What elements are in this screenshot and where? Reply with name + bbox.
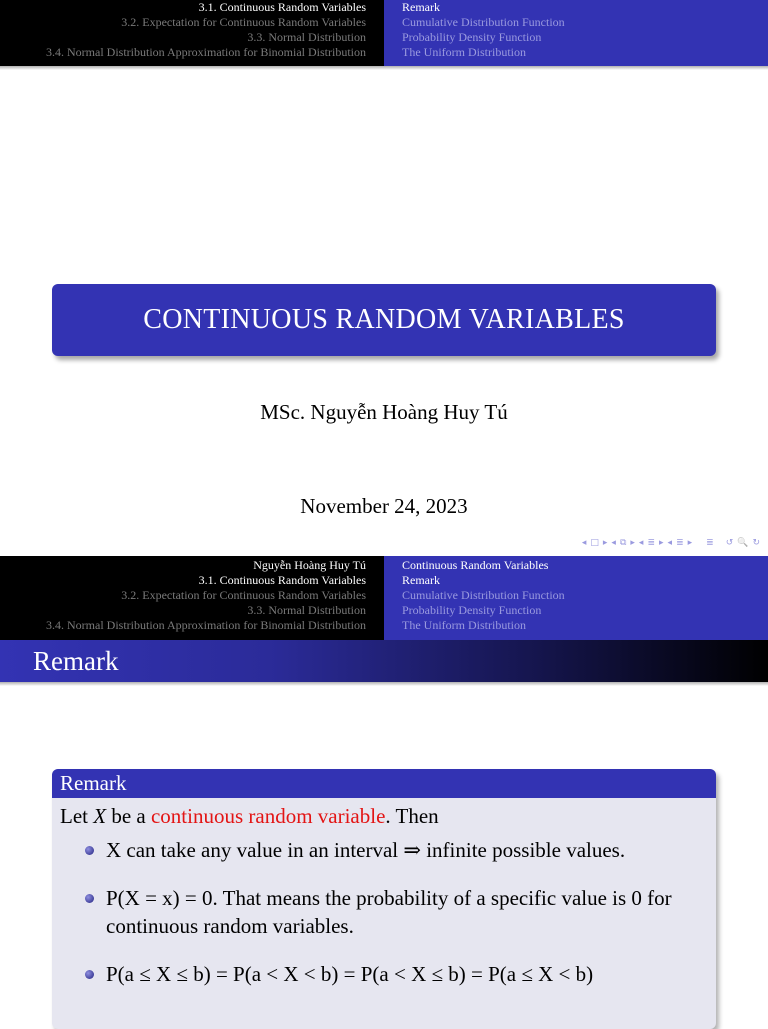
subsection-icon[interactable]: ≣ bbox=[647, 538, 655, 548]
slide2-header-subsection-list bbox=[384, 556, 768, 640]
nav-subsection-cdf[interactable]: Cumulative Distribution Function bbox=[402, 15, 565, 29]
author: MSc. Nguyễn Hoàng Huy Tú bbox=[260, 400, 508, 424]
nav-subsection-pdf[interactable]: Probability Density Function bbox=[402, 30, 542, 44]
nav-subsection-remark[interactable]: Remark bbox=[402, 0, 440, 14]
remark-block bbox=[52, 769, 716, 1029]
header-author: Nguyễn Hoàng Huy Tú bbox=[253, 558, 366, 572]
remark-block-title: Remark bbox=[52, 769, 716, 798]
frame-title: Remark bbox=[0, 640, 768, 682]
bullet-icon bbox=[85, 894, 94, 903]
nav-prev-slide-icon[interactable]: ◂ bbox=[581, 538, 587, 548]
header-shadow bbox=[0, 66, 768, 70]
nav-prev-subsection-icon[interactable]: ◂ bbox=[638, 538, 644, 548]
intro-text-after: . Then bbox=[385, 804, 439, 828]
back-icon[interactable]: ↺ bbox=[725, 538, 734, 548]
nav-next-slide-icon[interactable]: ▸ bbox=[602, 538, 608, 548]
forward-icon[interactable]: ↻ bbox=[752, 538, 760, 548]
slide2-header bbox=[0, 556, 768, 640]
nav-section-3-1[interactable]: 3.1. Continuous Random Variables bbox=[198, 573, 366, 587]
intro-variable: X bbox=[93, 804, 107, 828]
intro-highlight: continuous random variable bbox=[150, 804, 386, 828]
slide1-header bbox=[0, 0, 768, 66]
search-icon[interactable]: 🔍 bbox=[737, 538, 749, 548]
slide-icon[interactable]: □ bbox=[590, 538, 599, 548]
bullet-icon bbox=[85, 970, 94, 979]
document-icon[interactable]: ≣ bbox=[706, 538, 714, 548]
nav-next-section-icon[interactable]: ▸ bbox=[687, 538, 693, 548]
presentation-title: CONTINUOUS RANDOM VARIABLES bbox=[52, 284, 716, 356]
nav-subsection-uniform[interactable]: The Uniform Distribution bbox=[402, 45, 526, 59]
remark-intro bbox=[60, 802, 708, 830]
nav-subsection-uniform[interactable]: The Uniform Distribution bbox=[402, 618, 526, 632]
item-text: P(X = x) = 0. That means the probability of a specific value is 0 for continuous random variables. bbox=[106, 886, 672, 938]
item-text: P(a ≤ X ≤ b) = P(a < X < b) = P(a < X ≤ b) = P(a ≤ X < b) bbox=[106, 962, 594, 986]
remark-block-body bbox=[52, 798, 716, 988]
slide1-header-subsection-list bbox=[384, 0, 768, 66]
section-icon[interactable]: ≣ bbox=[676, 538, 684, 548]
nav-section-3-2[interactable]: 3.2. Expectation for Continuous Random Variables bbox=[121, 588, 366, 602]
intro-text-mid: be a bbox=[106, 804, 151, 828]
nav-section-3-1[interactable]: 3.1. Continuous Random Variables bbox=[198, 0, 366, 14]
list-item bbox=[60, 960, 708, 988]
item-text: X can take any value in an interval ⇒ infinite possible values. bbox=[106, 838, 626, 862]
remark-list bbox=[60, 836, 708, 988]
nav-next-frame-icon[interactable]: ▸ bbox=[630, 538, 635, 548]
header-section-title: Continuous Random Variables bbox=[402, 558, 549, 572]
slide1-header-section-list bbox=[0, 0, 384, 66]
list-item bbox=[60, 884, 708, 940]
bullet-icon bbox=[85, 846, 94, 855]
presentation-date: November 24, 2023 bbox=[300, 494, 468, 518]
nav-prev-frame-icon[interactable]: ◂ bbox=[611, 538, 616, 548]
slide2-header-section-list bbox=[0, 556, 384, 640]
frame-icon[interactable]: ⧉ bbox=[619, 538, 627, 548]
intro-text-before: Let bbox=[60, 804, 94, 828]
nav-subsection-cdf[interactable]: Cumulative Distribution Function bbox=[402, 588, 565, 602]
frame-title-shadow bbox=[0, 682, 768, 686]
nav-next-subsection-icon[interactable]: ▸ bbox=[659, 538, 664, 548]
nav-subsection-pdf[interactable]: Probability Density Function bbox=[402, 603, 542, 617]
list-item bbox=[60, 836, 708, 864]
nav-section-3-4[interactable]: 3.4. Normal Distribution Approximation for Binomial Distribution bbox=[46, 45, 366, 59]
nav-prev-section-icon[interactable]: ◂ bbox=[667, 538, 673, 548]
nav-subsection-remark[interactable]: Remark bbox=[402, 573, 440, 587]
nav-section-3-2[interactable]: 3.2. Expectation for Continuous Random Variables bbox=[121, 15, 366, 29]
nav-section-3-3[interactable]: 3.3. Normal Distribution bbox=[247, 30, 366, 44]
nav-section-3-4[interactable]: 3.4. Normal Distribution Approximation for Binomial Distribution bbox=[46, 618, 366, 632]
navigation-symbols bbox=[582, 536, 760, 550]
nav-section-3-3[interactable]: 3.3. Normal Distribution bbox=[247, 603, 366, 617]
